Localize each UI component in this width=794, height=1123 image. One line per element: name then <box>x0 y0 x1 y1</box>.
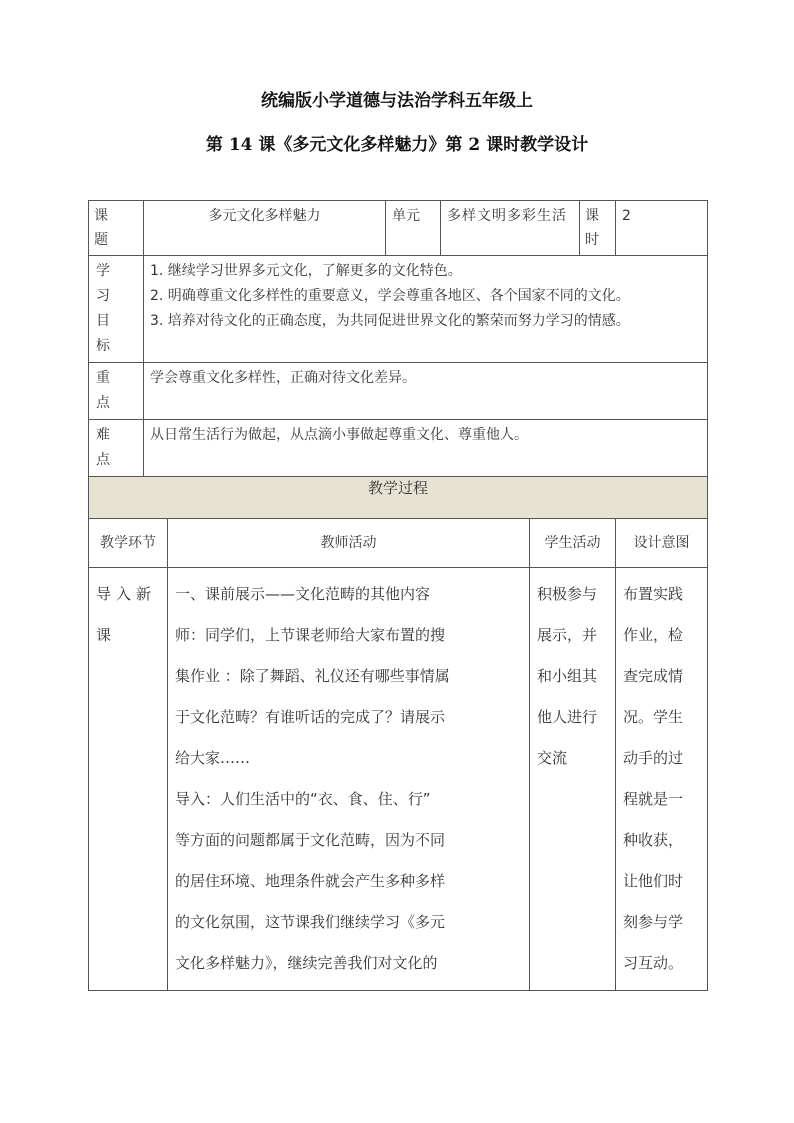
design-intent-header: 设计意图 <box>616 519 708 568</box>
difficulties-label: 难 点 <box>89 420 144 477</box>
hours-value: 2 <box>616 201 708 256</box>
unit-value: 多样文明多彩生活 <box>441 201 580 256</box>
teacher-activity-header: 教师活动 <box>168 519 530 568</box>
lesson-plan-table <box>88 200 708 991</box>
process-header-row <box>89 519 708 568</box>
course-info-row <box>89 201 708 256</box>
course-label: 课 题 <box>89 201 144 256</box>
learning-goal-item: 2. 明确尊重文化多样性的重要意义，学会尊重各地区、各个国家不同的文化。 <box>150 288 630 304</box>
unit-label: 单元 <box>386 201 441 256</box>
difficulties-value: 从日常生活行为做起，从点滴小事做起尊重文化、尊重他人。 <box>144 420 708 477</box>
student-activity-header: 学生活动 <box>530 519 616 568</box>
learning-goals-row <box>89 256 708 363</box>
difficulties-row <box>89 420 708 477</box>
hours-label: 课 时 <box>580 201 616 256</box>
key-points-label: 重 点 <box>89 363 144 420</box>
key-points-row <box>89 363 708 420</box>
process-banner: 教学过程 <box>89 477 708 519</box>
key-points-value: 学会尊重文化多样性，正确对待文化差异。 <box>144 363 708 420</box>
design-intent-cell: 布置实践 作业，检 查完成情 况。学生 动手的过 程就是一 种收获， 让他们时 刻参与学 习互动。 <box>616 568 708 991</box>
stage-cell: 导入新 课 <box>89 568 168 991</box>
learning-goals <box>144 256 708 363</box>
teacher-activity-cell: 一、课前展示——文化范畴的其他内容 师：同学们，上节课老师给大家布置的搜 集作业 ：除了舞蹈、礼仪还有哪些事情属 于文化范畴？有谁听话的完成了？请展示 给大家…… 导入：人们生活中的“衣、食、住、行” 等方面的问题都属于文化范畴，因为不同 的居住环境、地理条件就会产生多种多样 的文化氛围，这节课我们继续学习《多元 文化多样魅力》，继续完善我们对文化的 <box>168 568 530 991</box>
process-banner-row <box>89 477 708 519</box>
course-value: 多元文化多样魅力 <box>144 201 386 256</box>
learning-goal-item: 1. 继续学习世界多元文化，了解更多的文化特色。 <box>150 263 462 279</box>
student-activity-cell: 积极参与 展示，并 和小组其 他人进行 交流 <box>530 568 616 991</box>
document-title-line2: 第 14 课《多元文化多样魅力》第 2 课时教学设计 <box>205 135 589 155</box>
document-title-line1: 统编版小学道德与法治学科五年级上 <box>261 91 533 111</box>
learning-goals-label: 学 习 目 标 <box>89 256 144 363</box>
learning-goal-item: 3. 培养对待文化的正确态度，为共同促进世界文化的繁荣而努力学习的情感。 <box>150 313 630 329</box>
process-row-intro <box>89 568 708 991</box>
stage-header: 教学环节 <box>89 519 168 568</box>
